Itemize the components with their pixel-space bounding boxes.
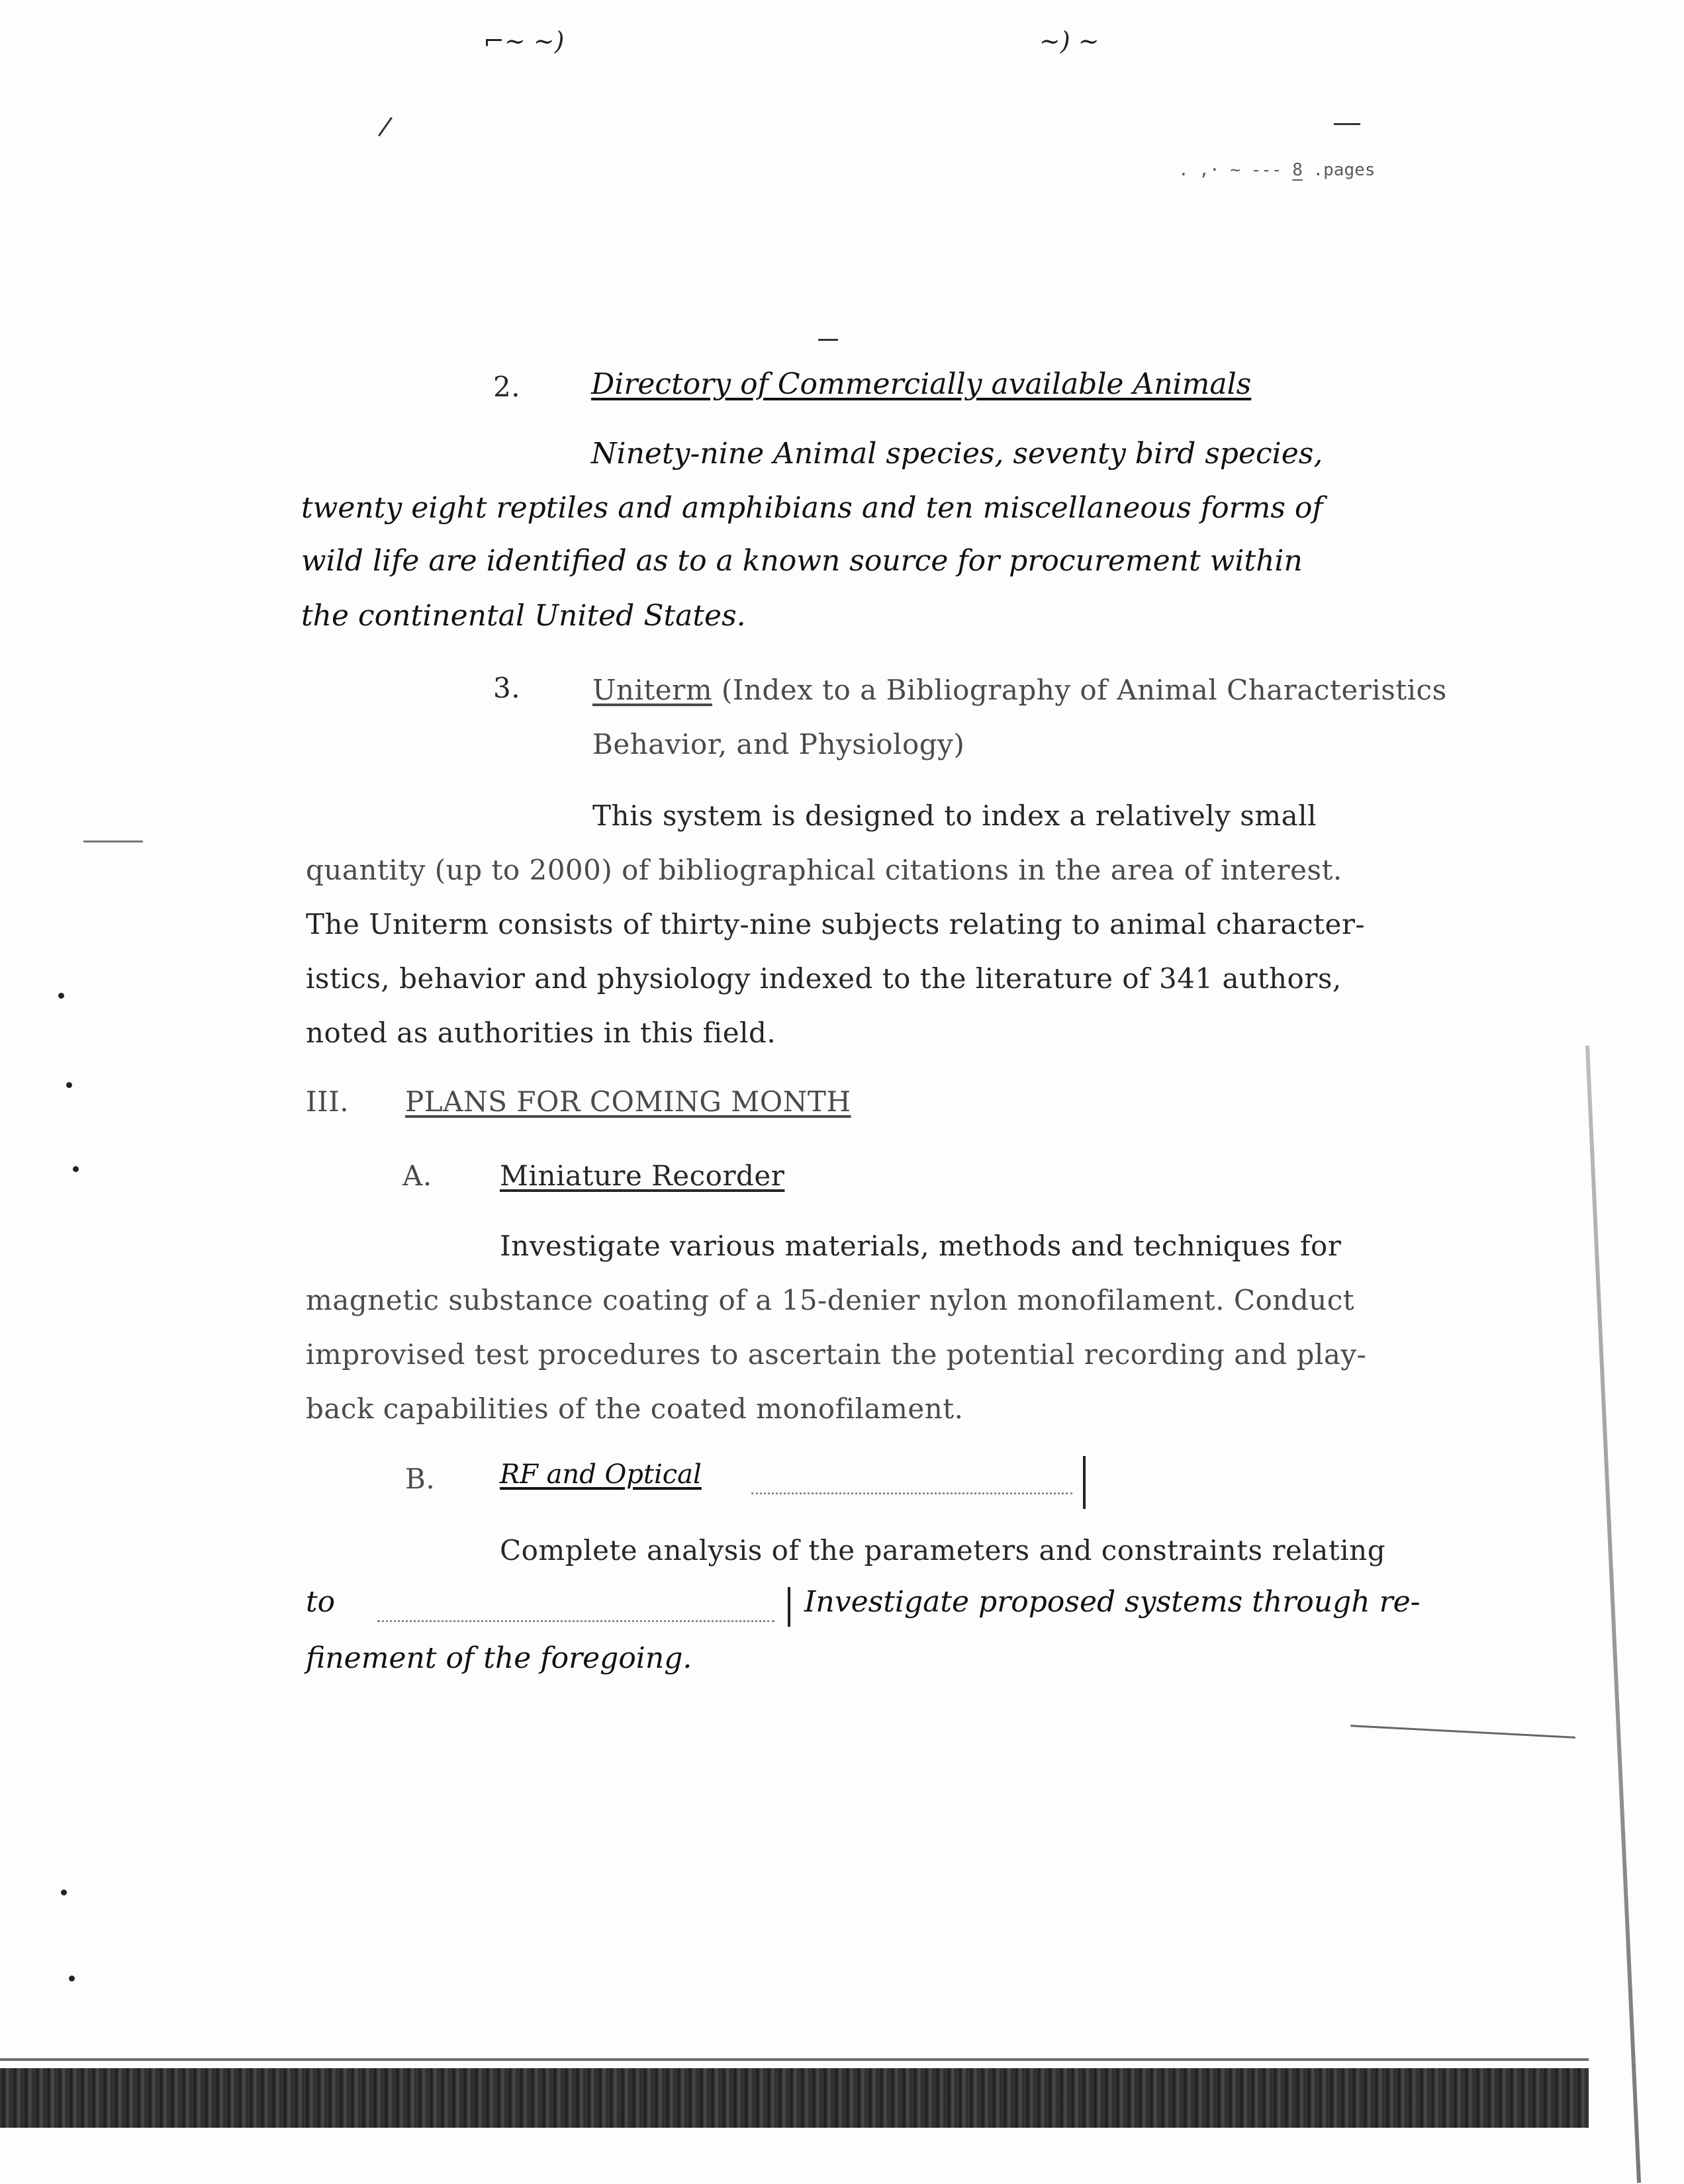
scan-speck <box>69 1976 75 1981</box>
scan-speck <box>58 993 64 999</box>
section2-title: Directory of Commercially available Animals <box>591 367 1252 401</box>
subsection-a-line-1: Investigate various materials, methods and techniques for <box>500 1230 1342 1262</box>
top-right-dash <box>1334 123 1360 125</box>
scan-speck <box>66 1082 72 1088</box>
subsection-b-letter: B. <box>405 1463 436 1495</box>
left-margin-dash <box>83 841 143 842</box>
subsection-b-line-2-start: to <box>306 1585 336 1619</box>
section3-line-3: The Uniterm consists of thirty-nine subjects relating to animal character- <box>306 908 1366 940</box>
bottom-right-dash <box>1350 1725 1575 1739</box>
subsection-b-line-1: Complete analysis of the parameters and constraints relating <box>500 1534 1386 1567</box>
subsection-b-line-2-end: Investigate proposed systems through re- <box>804 1585 1421 1619</box>
top-handwritten-mark-left: ⌐~ ~) <box>483 26 565 56</box>
bottom-scan-line <box>0 2058 1589 2061</box>
section2-line-2: twenty eight reptiles and amphibians and ten miscellaneous forms of <box>301 491 1323 525</box>
plans-heading: PLANS FOR COMING MONTH <box>405 1085 851 1118</box>
section2-line-4: the continental United States. <box>301 599 746 633</box>
subsection-a-line-2: magnetic substance coating of a 15-denier nylon monofilament. Conduct <box>306 1284 1355 1316</box>
subsection-a-title: Miniature Recorder <box>500 1160 785 1192</box>
subsection-a-letter: A. <box>402 1160 432 1192</box>
section3-line-1: This system is designed to index a relatively small <box>592 799 1317 832</box>
section3-title: Uniterm <box>592 674 713 706</box>
section3-title-rest: (Index to a Bibliography of Animal Characteristics <box>721 674 1447 706</box>
section2-number: 2. <box>493 371 521 403</box>
section3-title-line <box>592 674 1447 706</box>
page-reference: . ,· ~ --- 8 .pages <box>1178 160 1376 180</box>
section2-line-1: Ninety-nine Animal species, seventy bird species, <box>591 437 1323 471</box>
subsection-b-line-3: finement of the foregoing. <box>306 1641 692 1675</box>
section3-line-5: noted as authorities in this field. <box>306 1017 776 1049</box>
redaction-bracket-2 <box>788 1587 790 1627</box>
page-edge <box>1585 1046 1641 2183</box>
plans-numeral: III. <box>306 1085 350 1118</box>
redacted-blank-1 <box>751 1492 1072 1494</box>
scan-speck <box>73 1166 79 1172</box>
subsection-a-line-3: improvised test procedures to ascertain the potential recording and play- <box>306 1338 1367 1371</box>
center-dash <box>818 339 838 341</box>
bottom-scan-band <box>0 2068 1589 2128</box>
section3-title-line-2: Behavior, and Physiology) <box>592 728 965 760</box>
scan-speck <box>61 1889 67 1895</box>
section3-line-4: istics, behavior and physiology indexed to the literature of 341 authors, <box>306 962 1342 995</box>
redaction-bracket-1 <box>1083 1456 1086 1509</box>
section2-line-3: wild life are identified as to a known source for procurement within <box>301 544 1303 578</box>
top-handwritten-mark-right: ~) ~ <box>1039 26 1099 56</box>
subsection-a-line-4: back capabilities of the coated monofilament. <box>306 1392 964 1425</box>
section3-line-2: quantity (up to 2000) of bibliographical citations in the area of interest. <box>306 854 1342 886</box>
top-tick-mark <box>378 117 393 137</box>
subsection-b-title: RF and Optical <box>500 1459 702 1490</box>
redacted-blank-2 <box>377 1620 774 1622</box>
section3-number: 3. <box>493 672 521 704</box>
